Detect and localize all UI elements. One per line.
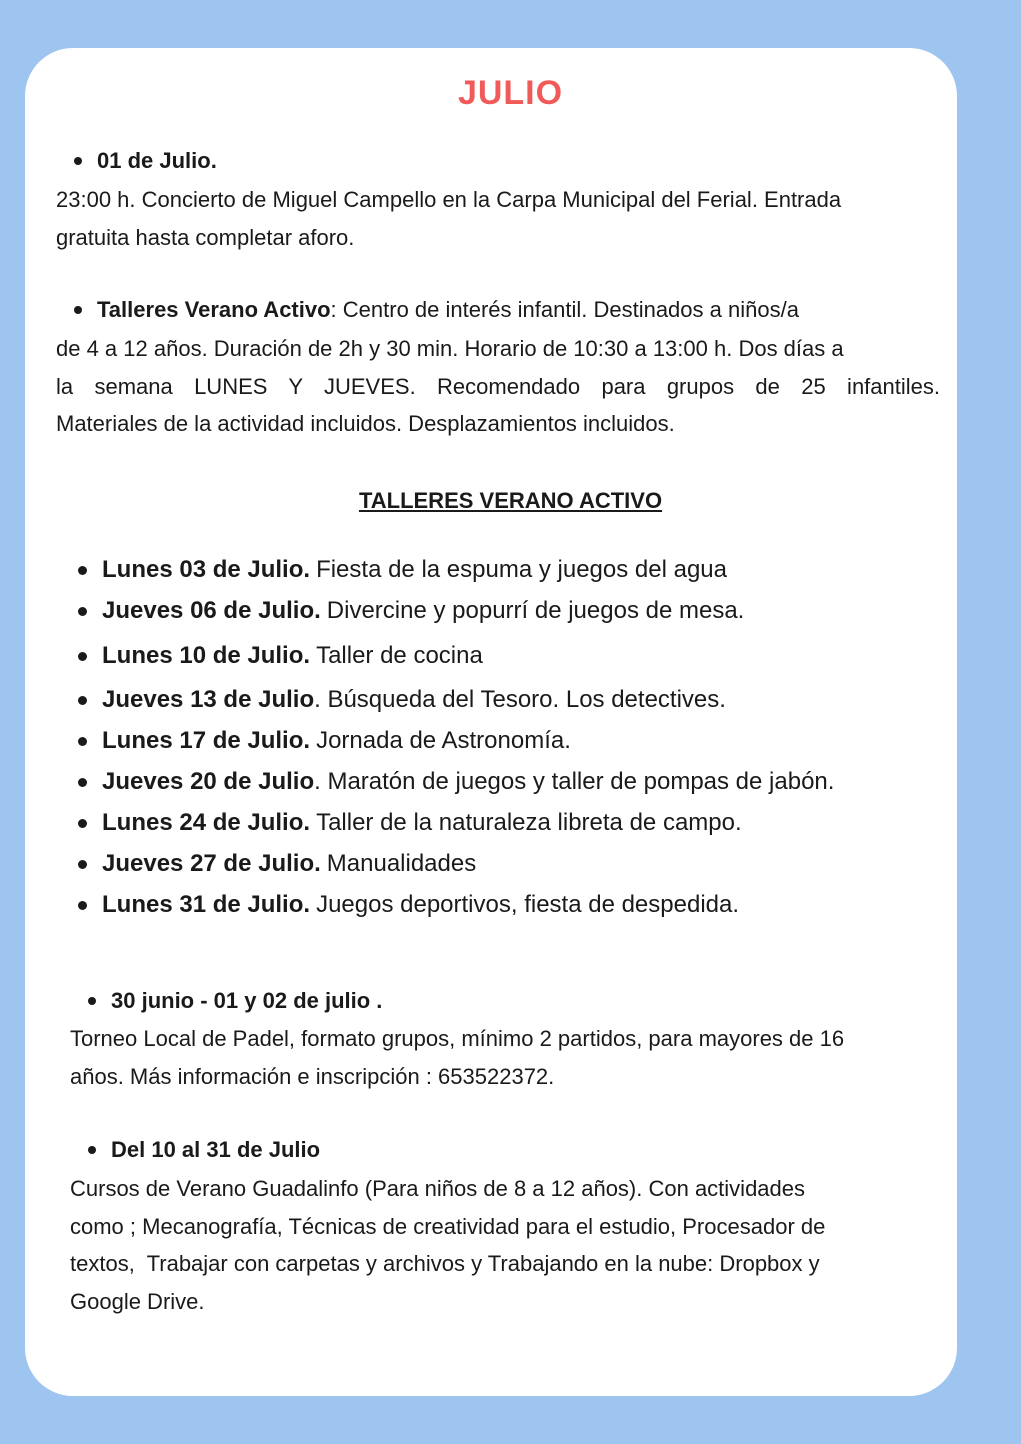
event-heading-workshops [74, 297, 799, 323]
event-intro: : Centro de interés infantil. Destinados a niños/a [330, 297, 799, 322]
bullet-icon [74, 306, 82, 314]
event-date: Del 10 al 31 de Julio [111, 1137, 321, 1162]
bullet-icon [74, 157, 82, 165]
event-heading-padel [88, 988, 382, 1014]
bullet-icon [78, 819, 87, 828]
event-heading-concert [74, 148, 217, 174]
event-title: Talleres Verano Activo [97, 297, 331, 322]
bullet-icon [78, 737, 87, 746]
list-item: Jueves 06 de Julio. Divercine y popurrí de juegos de mesa. [78, 597, 744, 625]
page-title: JULIO [457, 74, 564, 112]
list-item: Jueves 20 de Julio . Maratón de juegos y taller de pompas de jabón. [78, 768, 834, 796]
list-item: Jueves 13 de Julio . Búsqueda del Tesoro. Los detectives. [78, 686, 726, 714]
event-description-courses: Cursos de Verano Guadalinfo (Para niños de 8 a 12 años). Con actividades como ; Mecanografía, Técnicas de creatividad para el estudio, Procesador de textos, Trabajar con carpetas y archivos y Trabajando en la nube: Dropbox y Google Drive. [70, 1176, 826, 1314]
event-heading-courses [88, 1137, 320, 1163]
list-item: Jueves 27 de Julio. Manualidades [78, 850, 476, 878]
bullet-icon [78, 860, 87, 869]
list-item: Lunes 17 de Julio. Jornada de Astronomía. [78, 727, 571, 755]
bullet-icon [78, 566, 87, 575]
event-description-workshops: de 4 a 12 años. Duración de 2h y 30 min. Horario de 10:30 a 13:00 h. Dos días a la semana LUNES Y JUEVES. Recomendado para grupos de 25 infantiles. Materiales de la actividad incluidos. Desplazamientos incluidos. [56, 336, 940, 436]
bullet-icon [78, 652, 87, 661]
list-item: Lunes 31 de Julio. Juegos deportivos, fiesta de despedida. [78, 891, 739, 919]
bullet-icon [78, 778, 87, 787]
event-description-padel: Torneo Local de Padel, formato grupos, mínimo 2 partidos, para mayores de 16 años. Más información e inscripción : 653522372. [70, 1026, 845, 1089]
bullet-icon [78, 901, 87, 910]
bullet-icon [78, 607, 87, 616]
section-title: TALLERES VERANO ACTIVO [358, 488, 663, 513]
bullet-icon [88, 1146, 96, 1154]
event-date: 01 de Julio. [97, 148, 217, 173]
bullet-icon [88, 997, 96, 1005]
list-item: Lunes 03 de Julio. Fiesta de la espuma y juegos del agua [78, 556, 727, 584]
list-item: Lunes 24 de Julio. Taller de la naturaleza libreta de campo. [78, 809, 742, 837]
list-item: Lunes 10 de Julio. Taller de cocina [78, 642, 483, 670]
bullet-icon [78, 696, 87, 705]
event-description-concert: 23:00 h. Concierto de Miguel Campello en la Carpa Municipal del Ferial. Entrada gratuita hasta completar aforo. [56, 187, 842, 250]
event-date: 30 junio - 01 y 02 de julio . [111, 988, 383, 1013]
